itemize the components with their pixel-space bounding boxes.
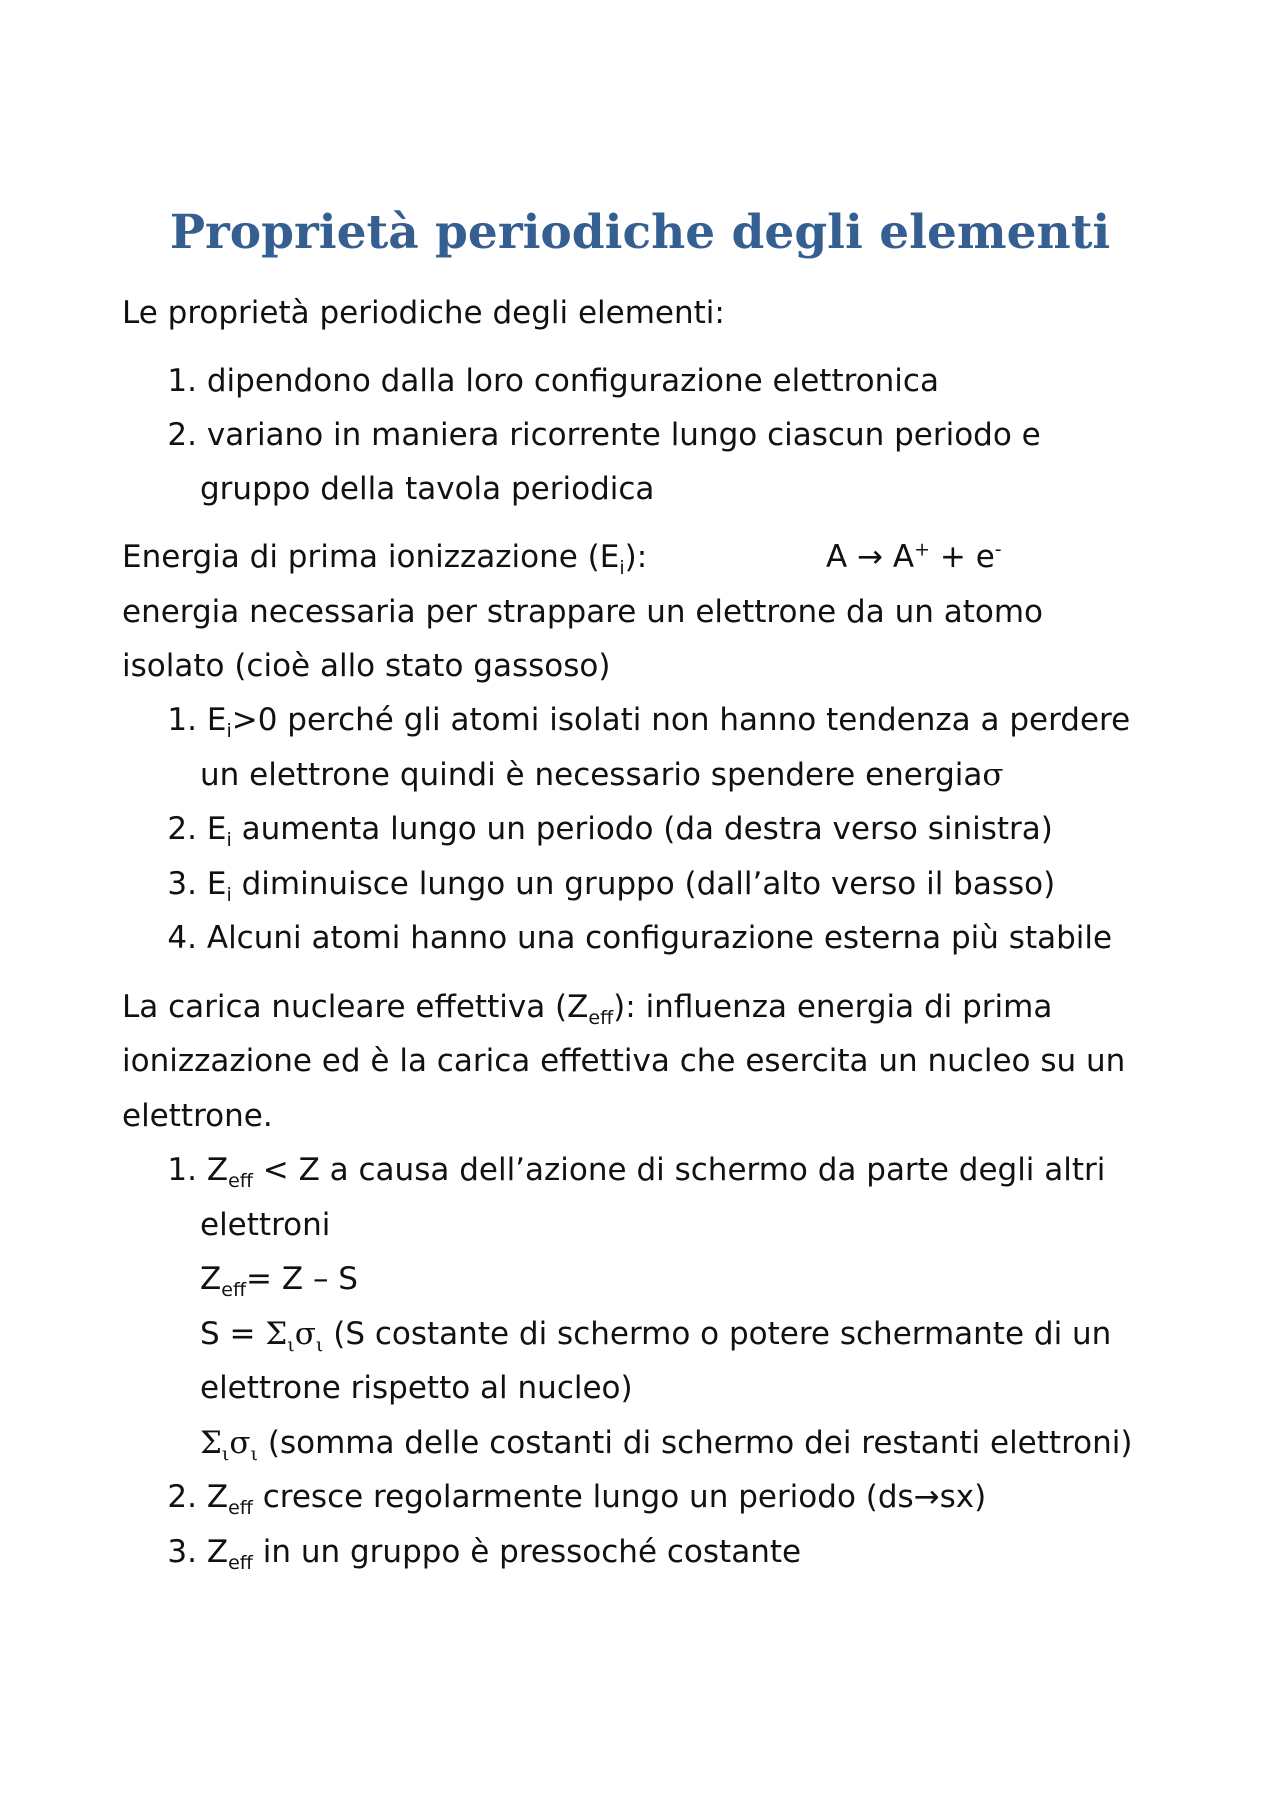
list-item: 3. $E_i$ diminuisce lungo un gruppo (dall’alto verso il basso) [167,866,1056,907]
screening-constant-formula: $S = \Sigma_\iota\sigma_\iota$ (S costante di schermo o potere schermante di un [200,1316,1112,1357]
screening-sum-formula: $\Sigma_\iota\sigma_\iota$ (somma delle costanti di schermo dei restanti elettroni) [200,1425,1133,1466]
list-item: 3. $Z_{eff}$ in un gruppo è pressoché costante [167,1534,802,1575]
ionization-label: Energia di prima ionizzazione $(E_i)$: [122,539,648,580]
list-item: 1. $E_i>0$ perché gli atomi isolati non hanno tendenza a perdere [167,702,1131,743]
list-item-continuation: un elettrone quindi è necessario spendere energiaσ [200,757,1004,793]
page-title: Proprietà periodiche degli elementi [169,205,1111,260]
list-item: 4. Alcuni atomi hanno una configurazione esterna più stabile [167,920,1113,956]
zeff-text: La carica nucleare effettiva $(Z_{eff})$: influenza energia di prima [122,989,1053,1030]
zeff-formula: $Z_{eff}= Z - S$ [200,1261,358,1302]
list-item-continuation: gruppo della tavola periodica [200,471,655,507]
list-item: 1. dipendono dalla loro configurazione elettronica [167,363,939,399]
ionization-reaction: A → A+ + e- [826,538,1002,575]
list-item: 2. variano in maniera ricorrente lungo ciascun periodo e [167,417,1041,453]
zeff-text: ionizzazione ed è la carica effettiva che esercita un nucleo su un [122,1043,1126,1079]
list-item-continuation: elettrone rispetto al nucleo) [200,1370,633,1406]
zeff-text: elettrone. [122,1098,273,1134]
list-item-continuation: elettroni [200,1207,331,1243]
ionization-definition: isolato (cioè allo stato gassoso) [122,648,611,684]
list-item: 2. $Z_{eff}$ cresce regolarmente lungo un periodo (ds→sx) [167,1479,987,1520]
ionization-definition: energia necessaria per strappare un elettrone da un atomo [122,594,1043,630]
list-item: 1. $Z_{eff} < Z$ a causa dell’azione di schermo da parte degli altri [167,1152,1106,1193]
list-item: 2. $E_i$ aumenta lungo un periodo (da destra verso sinistra) [167,811,1053,852]
intro-text: Le proprietà periodiche degli elementi: [122,295,725,331]
